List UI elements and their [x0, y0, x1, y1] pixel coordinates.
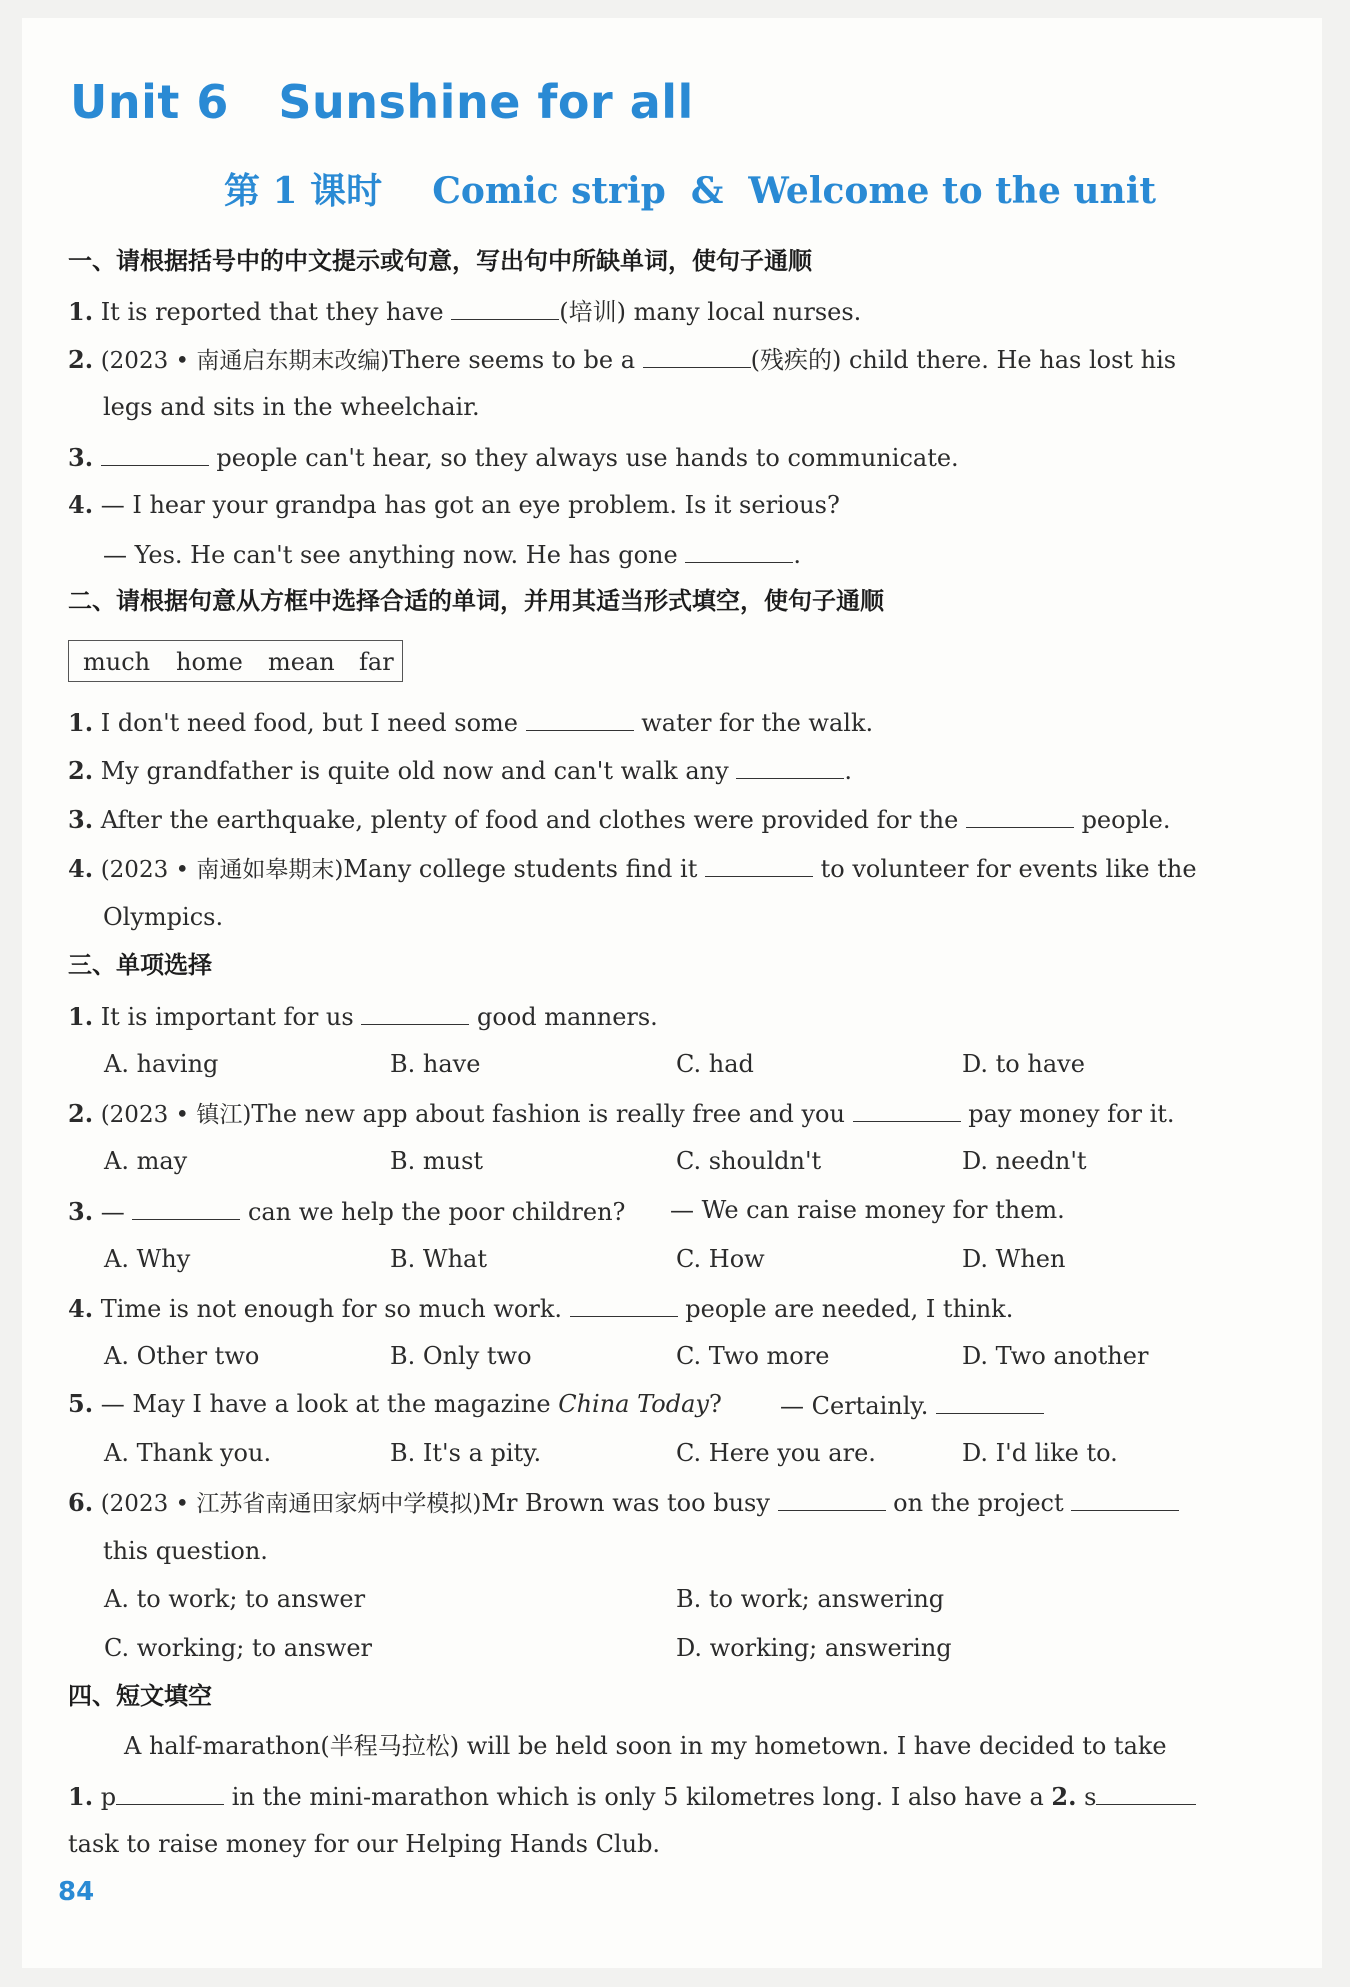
answer-blank[interactable] — [736, 754, 844, 779]
question-number: 4. — [68, 854, 94, 883]
section4-heading: 四、短文填空 — [68, 1682, 212, 1710]
question-text: — — [100, 1198, 133, 1226]
answer-blank[interactable] — [101, 441, 209, 466]
passage-text: s — [1076, 1783, 1097, 1811]
question-number: 2. — [68, 756, 94, 785]
answer-blank[interactable] — [853, 1097, 961, 1122]
s1-question-4-reply — [103, 538, 801, 570]
question-text: It is reported that they have — [100, 298, 452, 326]
question-text: The new app about fashion is really free and you — [251, 1100, 853, 1128]
s2-question-4-cont: Olympics. — [103, 903, 224, 931]
question-number: 1. — [68, 297, 94, 326]
section1-heading: 一、请根据括号中的中文提示或句意，写出句中所缺单词，使句子通顺 — [68, 247, 812, 275]
answer-blank[interactable] — [116, 1780, 224, 1805]
passage-text: in the mini-marathon which is only 5 kilometres long. I also have a — [224, 1783, 1052, 1811]
option-c[interactable]: C. had — [676, 1050, 754, 1078]
s1-question-3 — [68, 441, 959, 473]
question-text: Mr Brown was too busy — [481, 1489, 778, 1517]
question-text: people can't hear, so they always use hands to communicate. — [208, 444, 959, 472]
question-number: 1. — [68, 1002, 94, 1031]
question-text: I don't need food, but I need some — [100, 709, 526, 737]
question-number: 2. — [68, 1099, 94, 1128]
option-d[interactable]: D. working; answering — [676, 1634, 952, 1662]
s2-question-3 — [68, 803, 1170, 835]
lesson-title: 第 1 课时 Comic strip & Welcome to the unit — [223, 170, 1157, 212]
question-text: — May I have a look at the magazine — [100, 1390, 559, 1418]
option-a[interactable]: A. to work; to answer — [104, 1585, 366, 1613]
s2-question-1 — [68, 706, 873, 738]
option-c[interactable]: C. shouldn't — [676, 1147, 822, 1175]
question-text: (残疾的) child there. He has lost his — [750, 346, 1177, 374]
question-number: 2. — [68, 345, 94, 374]
question-text: to volunteer for events like the — [812, 855, 1197, 883]
answer-blank[interactable] — [1071, 1486, 1179, 1511]
question-source: (2023 • 南通如皋期末) — [100, 857, 344, 883]
s3-question-5 — [68, 1389, 722, 1419]
s3-question-4 — [68, 1292, 1013, 1324]
word-bank-box — [68, 640, 403, 682]
s2-question-4 — [68, 852, 1197, 885]
page-number: 84 — [58, 1877, 95, 1907]
s1-question-4 — [68, 490, 840, 520]
answer-blank[interactable] — [705, 852, 813, 877]
s3-question-3 — [68, 1195, 625, 1227]
option-a[interactable]: A. having — [104, 1050, 219, 1078]
passage-text: p — [93, 1783, 117, 1811]
question-text: . — [793, 541, 801, 569]
option-b[interactable]: B. What — [390, 1245, 487, 1273]
question-text: ? — [708, 1390, 722, 1418]
option-d[interactable]: D. When — [962, 1245, 1066, 1273]
answer-blank[interactable] — [778, 1486, 886, 1511]
question-number: 4. — [68, 490, 94, 519]
question-source: (2023 • 江苏省南通田家炳中学模拟) — [100, 1491, 482, 1517]
question-text: pay money for it. — [960, 1100, 1175, 1128]
question-number: 6. — [68, 1488, 94, 1517]
option-c[interactable]: C. Here you are. — [676, 1439, 876, 1467]
word-bank-item: mean — [268, 648, 335, 676]
question-text: After the earthquake, plenty of food and clothes were provided for the — [100, 806, 966, 834]
passage-line-3: task to raise money for our Helping Hands Club. — [68, 1830, 661, 1858]
unit-title: Unit 6 Sunshine for all — [70, 75, 694, 129]
s3-question-1 — [68, 1000, 658, 1032]
s1-question-2 — [68, 343, 1176, 376]
question-number: 3. — [68, 443, 94, 472]
s3-question-6-cont: this question. — [103, 1537, 268, 1565]
answer-blank[interactable] — [936, 1389, 1044, 1414]
question-number: 1. — [68, 708, 94, 737]
option-a[interactable]: A. Other two — [104, 1342, 260, 1370]
s3-question-2 — [68, 1097, 1175, 1130]
question-text: . — [844, 757, 852, 785]
answer-blank[interactable] — [1096, 1780, 1196, 1805]
magazine-title: China Today — [558, 1390, 709, 1418]
question-number: 3. — [68, 1197, 94, 1226]
question-text: My grandfather is quite old now and can't walk any — [100, 757, 737, 785]
s3-question-3-reply: — We can raise money for them. — [670, 1196, 1065, 1224]
answer-blank[interactable] — [570, 1292, 678, 1317]
question-text: — Certainly. — [780, 1392, 937, 1420]
s3-question-6 — [68, 1486, 1179, 1519]
option-b[interactable]: B. Only two — [390, 1342, 532, 1370]
answer-blank[interactable] — [451, 295, 559, 320]
question-source: (2023 • 南通启东期末改编) — [100, 348, 390, 374]
option-d[interactable]: D. to have — [962, 1050, 1085, 1078]
question-text: on the project — [885, 1489, 1072, 1517]
question-text: — Yes. He can't see anything now. He has gone — [103, 541, 686, 569]
s3-question-5-reply — [780, 1389, 1044, 1421]
option-b[interactable]: B. to work; answering — [676, 1585, 945, 1613]
question-text: can we help the poor children? — [240, 1198, 626, 1226]
question-text: There seems to be a — [389, 346, 643, 374]
question-source: (2023 • 镇江) — [100, 1102, 252, 1128]
blank-number: 2. — [1051, 1782, 1077, 1811]
s1-question-1 — [68, 295, 861, 327]
answer-blank[interactable] — [132, 1195, 240, 1220]
option-c[interactable]: C. Two more — [676, 1342, 830, 1370]
passage-line-1: A half-marathon(半程马拉松) will be held soon in my hometown. I have decided to take — [124, 1732, 1167, 1760]
answer-blank[interactable] — [966, 803, 1074, 828]
answer-blank[interactable] — [685, 538, 793, 563]
s2-question-2 — [68, 754, 852, 786]
option-a[interactable]: A. may — [104, 1147, 188, 1175]
option-d[interactable]: D. Two another — [962, 1342, 1149, 1370]
answer-blank[interactable] — [526, 706, 634, 731]
option-b[interactable]: B. must — [390, 1147, 484, 1175]
option-a[interactable]: A. Why — [104, 1245, 191, 1273]
s1-question-2-cont: legs and sits in the wheelchair. — [103, 393, 480, 421]
option-b[interactable]: B. have — [390, 1050, 481, 1078]
option-d[interactable]: D. I'd like to. — [962, 1439, 1118, 1467]
question-text: It is important for us — [100, 1003, 362, 1031]
question-text: (培训) many local nurses. — [559, 298, 862, 326]
word-bank-item: much — [83, 648, 151, 676]
section3-heading: 三、单项选择 — [68, 951, 212, 979]
question-text: Time is not enough for so much work. — [100, 1295, 570, 1323]
question-text: water for the walk. — [633, 709, 874, 737]
question-text: Many college students find it — [343, 855, 705, 883]
question-number: 3. — [68, 805, 94, 834]
word-bank-item: home — [176, 648, 243, 676]
passage-line-2 — [68, 1780, 1196, 1812]
question-number: 4. — [68, 1294, 94, 1323]
answer-blank[interactable] — [361, 1000, 469, 1025]
question-text: good manners. — [469, 1003, 658, 1031]
section2-heading: 二、请根据句意从方框中选择合适的单词，并用其适当形式填空，使句子通顺 — [68, 587, 884, 615]
question-text: — I hear your grandpa has got an eye problem. Is it serious? — [100, 491, 840, 519]
question-text: people. — [1073, 806, 1171, 834]
option-a[interactable]: A. Thank you. — [104, 1439, 272, 1467]
question-text: people are needed, I think. — [677, 1295, 1014, 1323]
option-d[interactable]: D. needn't — [962, 1147, 1087, 1175]
answer-blank[interactable] — [643, 343, 751, 368]
blank-number: 1. — [68, 1782, 94, 1811]
question-number: 5. — [68, 1389, 94, 1418]
word-bank-item: far — [359, 648, 394, 676]
option-c[interactable]: C. How — [676, 1245, 765, 1273]
option-b[interactable]: B. It's a pity. — [390, 1439, 542, 1467]
option-c[interactable]: C. working; to answer — [104, 1634, 373, 1662]
